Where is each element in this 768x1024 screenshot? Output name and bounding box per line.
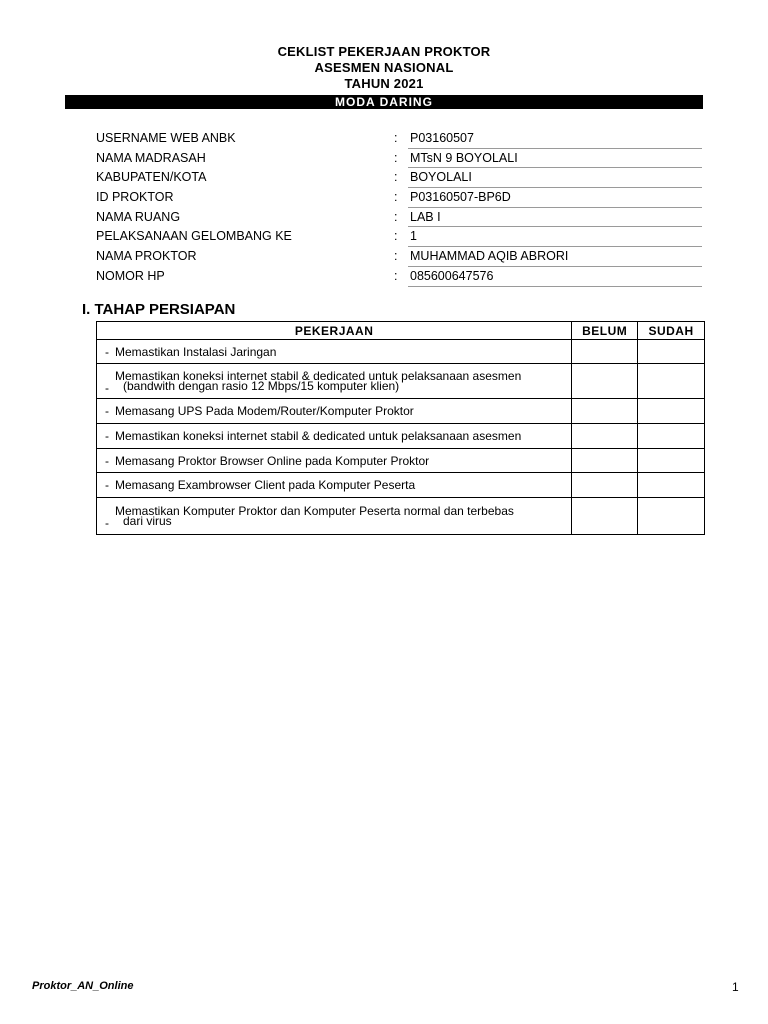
task-cell — [97, 424, 572, 449]
info-colon: : — [394, 131, 398, 145]
task-text: Memastikan koneksi internet stabil & dedicated untuk pelaksanaan asesmen — [115, 369, 522, 383]
info-label: NAMA MADRASAH — [96, 150, 206, 165]
info-colon: : — [394, 150, 398, 165]
info-underline — [408, 286, 702, 287]
info-value: P03160507-BP6D — [410, 190, 511, 205]
table-row — [97, 498, 705, 535]
task-text: Memasang Exambrowser Client pada Komputer Peserta — [115, 478, 416, 492]
mode-banner: MODA DARING — [65, 95, 703, 109]
info-row-username — [96, 129, 706, 149]
task-text-line2: dari virus — [123, 514, 172, 528]
info-value: 085600647576 — [410, 268, 494, 283]
info-colon: : — [394, 229, 398, 244]
task-dash: - — [105, 478, 109, 492]
task-cell — [97, 364, 572, 399]
sudah-checkbox[interactable] — [638, 340, 705, 364]
task-cell — [97, 473, 572, 498]
task-cell — [97, 449, 572, 473]
belum-checkbox[interactable] — [572, 498, 638, 535]
info-label: ID PROKTOR — [96, 190, 174, 205]
belum-checkbox[interactable] — [572, 399, 638, 424]
task-text: Memastikan koneksi internet stabil & dedicated untuk pelaksanaan asesmen — [115, 429, 522, 443]
info-section — [96, 129, 706, 287]
sudah-checkbox[interactable] — [638, 498, 705, 535]
table-row — [97, 340, 705, 364]
table-row — [97, 424, 705, 449]
checklist-table — [96, 321, 705, 535]
info-label: KABUPATEN/KOTA — [96, 170, 207, 185]
task-text: Memastikan Komputer Proktor dan Komputer Peserta normal dan terbebas — [115, 504, 514, 518]
task-dash: - — [105, 381, 109, 395]
page-number: 1 — [732, 980, 739, 994]
task-text: Memasang Proktor Browser Online pada Komputer Proktor — [115, 453, 430, 468]
info-value: 1 — [410, 229, 417, 244]
table-row — [97, 364, 705, 399]
info-row-kabupaten — [96, 168, 706, 188]
table-row — [97, 449, 705, 473]
info-colon: : — [394, 190, 398, 205]
info-colon: : — [394, 170, 398, 185]
sudah-checkbox[interactable] — [638, 424, 705, 449]
header-pekerjaan: PEKERJAAN — [97, 322, 572, 340]
info-value: MUHAMMAD AQIB ABRORI — [410, 249, 569, 264]
section-title: I. TAHAP PERSIAPAN — [82, 301, 236, 318]
info-row-madrasah — [96, 149, 706, 169]
info-colon: : — [394, 268, 398, 283]
task-dash: - — [105, 516, 109, 530]
info-row-nomor-hp — [96, 267, 706, 287]
info-row-ruang — [96, 208, 706, 228]
sudah-checkbox[interactable] — [638, 399, 705, 424]
header-belum: BELUM — [572, 322, 638, 340]
info-colon: : — [394, 249, 398, 264]
title-line-3: TAHUN 2021 — [344, 76, 424, 91]
info-value: LAB I — [410, 209, 441, 224]
table-row — [97, 473, 705, 498]
title-line-1: CEKLIST PEKERJAAN PROKTOR — [277, 44, 491, 59]
sudah-checkbox[interactable] — [638, 473, 705, 498]
belum-checkbox[interactable] — [572, 364, 638, 399]
task-dash: - — [105, 404, 109, 418]
task-dash: - — [105, 453, 109, 468]
info-label: NOMOR HP — [96, 268, 165, 283]
task-dash: - — [105, 344, 109, 359]
sudah-checkbox[interactable] — [638, 364, 705, 399]
belum-checkbox[interactable] — [572, 424, 638, 449]
task-cell — [97, 340, 572, 364]
info-label: NAMA RUANG — [96, 209, 181, 224]
table-header-row — [97, 322, 705, 340]
document-header — [0, 44, 768, 92]
task-text-line2: (bandwith dengan rasio 12 Mbps/15 komputer klien) — [123, 379, 400, 393]
info-label: PELAKSANAAN GELOMBANG KE — [96, 229, 292, 244]
header-sudah: SUDAH — [638, 322, 705, 340]
info-label: NAMA PROKTOR — [96, 249, 197, 264]
table-row — [97, 399, 705, 424]
info-value: P03160507 — [410, 131, 474, 145]
task-dash: - — [105, 429, 109, 443]
task-text: Memasang UPS Pada Modem/Router/Komputer Proktor — [115, 404, 414, 418]
info-row-gelombang — [96, 227, 706, 247]
info-row-id-proktor — [96, 188, 706, 208]
info-value: MTsN 9 BOYOLALI — [410, 150, 518, 165]
info-row-nama-proktor — [96, 247, 706, 267]
sudah-checkbox[interactable] — [638, 449, 705, 473]
info-colon: : — [394, 209, 398, 224]
footer-label: Proktor_AN_Online — [32, 980, 134, 992]
belum-checkbox[interactable] — [572, 340, 638, 364]
info-value: BOYOLALI — [410, 170, 472, 185]
belum-checkbox[interactable] — [572, 473, 638, 498]
belum-checkbox[interactable] — [572, 449, 638, 473]
task-cell — [97, 399, 572, 424]
task-text: Memastikan Instalasi Jaringan — [115, 344, 277, 359]
title-line-2: ASESMEN NASIONAL — [314, 60, 454, 75]
task-cell — [97, 498, 572, 535]
info-label: USERNAME WEB ANBK — [96, 131, 236, 145]
